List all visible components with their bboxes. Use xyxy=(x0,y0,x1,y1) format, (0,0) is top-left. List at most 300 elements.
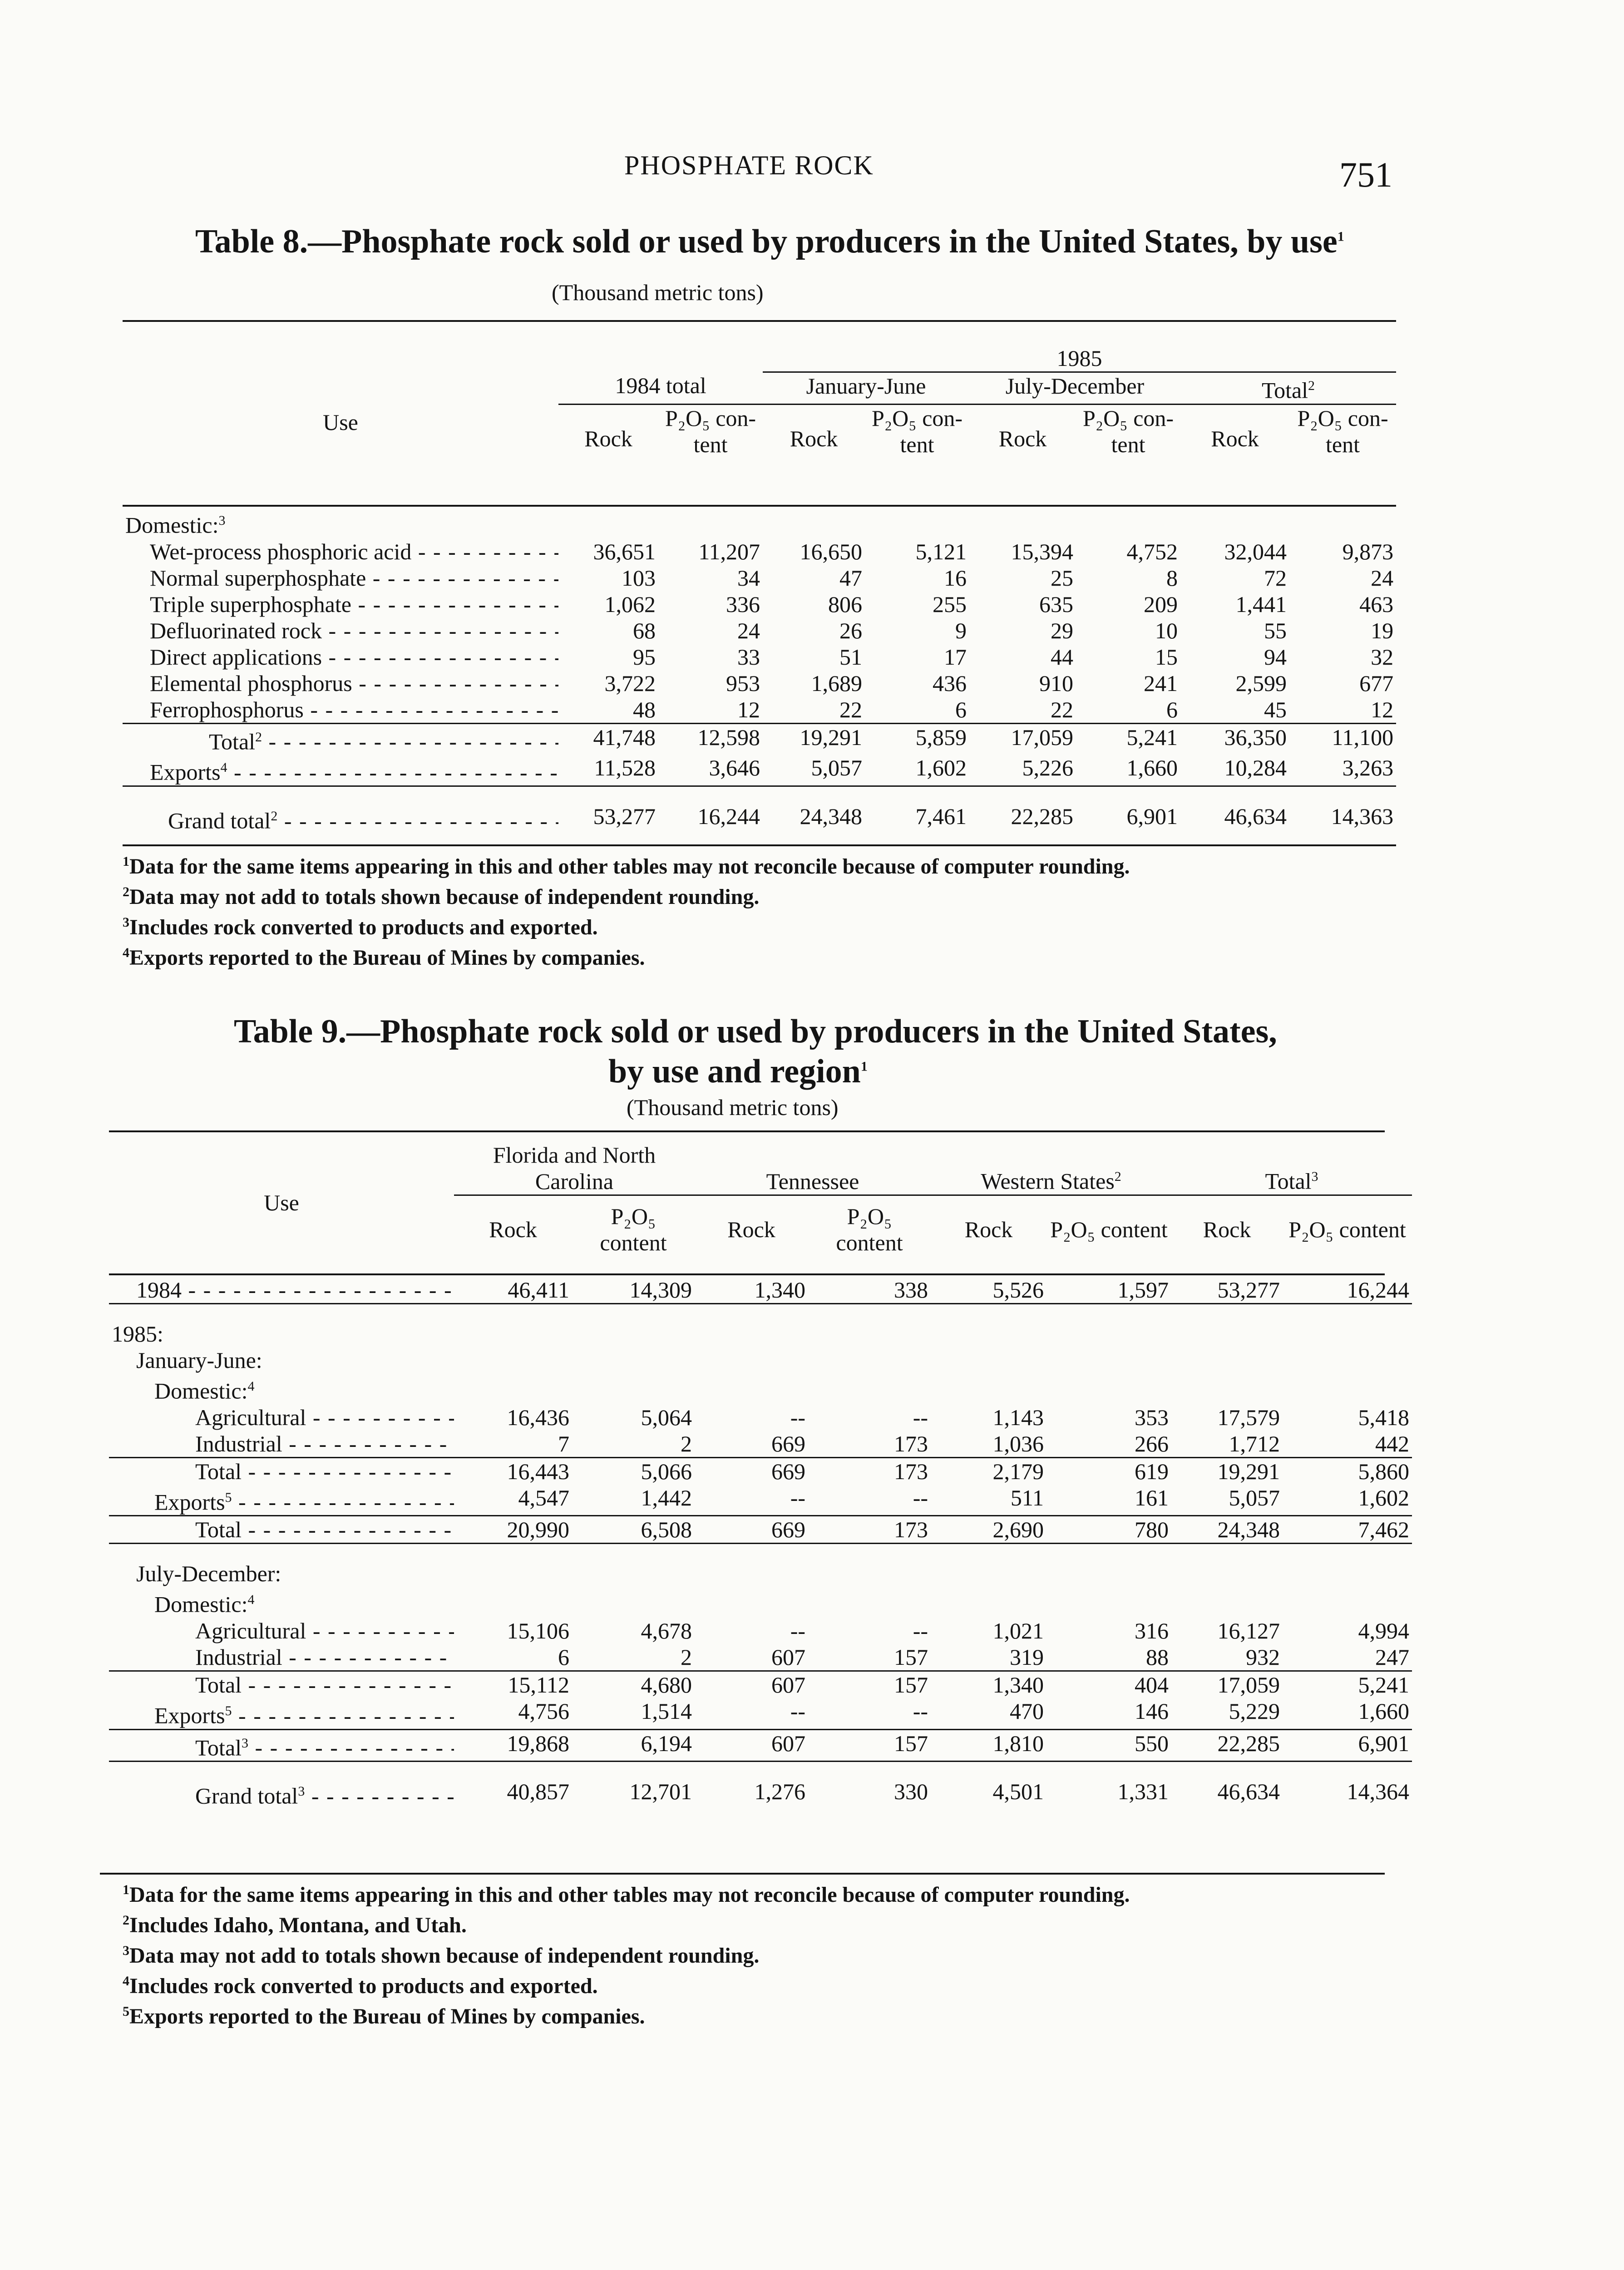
table9-grand-total-row xyxy=(109,1778,1412,1809)
row-label-text: Total xyxy=(195,1458,242,1484)
table9-western-header-text: Western States xyxy=(981,1169,1115,1194)
cell-value: 338 xyxy=(808,1277,931,1304)
cell-value: 14,309 xyxy=(572,1277,695,1304)
cell-value: 47 xyxy=(839,565,862,591)
table8-exports-row xyxy=(123,755,1396,786)
row-label-sup: 2 xyxy=(271,808,278,824)
cell-value: 24,348 xyxy=(1171,1516,1283,1544)
table9-title-line2-text: by use and region xyxy=(608,1053,861,1090)
cell-value: 1,442 xyxy=(572,1485,695,1516)
cell-value: -- xyxy=(808,1698,931,1729)
cell-value: 1,810 xyxy=(931,1729,1046,1762)
cell-value: 2,179 xyxy=(992,1458,1044,1484)
footnote-text: Exports reported to the Bureau of Mines by companies. xyxy=(129,2004,645,2028)
table9-title-line2 xyxy=(608,1052,868,1091)
table9-use-header: Use xyxy=(264,1189,299,1215)
table9-p2o5-header: P₂O₅ content xyxy=(1288,1217,1406,1243)
row-label xyxy=(123,696,558,724)
table9-domestic-label-row xyxy=(109,1587,1412,1618)
row-label xyxy=(109,1644,454,1671)
footnote-text: Includes Idaho, Montana, and Utah. xyxy=(129,1913,467,1937)
cell-value: 6 xyxy=(865,696,969,724)
cell-value: 607 xyxy=(695,1729,808,1762)
row-label xyxy=(109,1277,454,1304)
cell-value: 209 xyxy=(1144,591,1178,617)
table8-rock-header: Rock xyxy=(790,425,838,451)
row-label xyxy=(109,1778,454,1809)
row-label xyxy=(123,565,558,591)
table8-header-rule xyxy=(123,505,1396,507)
cell-value: 5,057 xyxy=(763,755,865,786)
row-label-text: 1984 xyxy=(136,1277,182,1303)
footnote-text: Data for the same items appearing in this and other tables may not reconcile because of computer rounding. xyxy=(129,1883,1130,1907)
table-row xyxy=(123,670,1396,696)
spacer xyxy=(123,786,1396,803)
row-label xyxy=(109,1457,454,1485)
cell-value: 5,064 xyxy=(641,1404,692,1430)
table-row xyxy=(123,565,1396,591)
cell-value: -- xyxy=(913,1404,928,1430)
cell-value: 1,276 xyxy=(754,1779,805,1805)
table9-header-rule xyxy=(109,1273,1385,1275)
cell-value: 53,277 xyxy=(593,803,656,829)
cell-value: 17 xyxy=(944,644,967,670)
row-label-sup: 3 xyxy=(242,1735,249,1751)
spacer xyxy=(109,1304,1412,1321)
cell-value: 15,112 xyxy=(508,1672,569,1698)
table-row xyxy=(109,1431,1412,1458)
cell-value: 20,990 xyxy=(454,1516,572,1544)
cell-value: 11,528 xyxy=(558,755,658,786)
cell-value: 619 xyxy=(1135,1458,1169,1484)
footnote-mark: 1 xyxy=(123,854,129,869)
table9-juldec-label: July-December: xyxy=(136,1561,281,1587)
row-label-text: Total xyxy=(195,1672,242,1698)
table9-1985-label: 1985: xyxy=(112,1321,163,1347)
cell-value: 36,350 xyxy=(1224,724,1287,750)
cell-value: 3,722 xyxy=(604,670,656,696)
table9-footnotes xyxy=(123,1877,1130,2029)
cell-value: 6 xyxy=(1076,696,1180,724)
footnote xyxy=(123,910,1130,940)
table-row xyxy=(109,1457,1412,1485)
footnote xyxy=(123,1999,1130,2029)
cell-value: 16,127 xyxy=(1217,1618,1280,1643)
table9-rock-header: Rock xyxy=(727,1217,775,1243)
cell-value: 336 xyxy=(726,591,760,617)
row-label xyxy=(123,755,558,786)
table9-western-header-sup: 2 xyxy=(1114,1169,1121,1184)
cell-value: 319 xyxy=(931,1644,1046,1671)
cell-value: 5,526 xyxy=(931,1277,1046,1304)
cell-value: 1,660 xyxy=(1283,1698,1412,1729)
cell-value: 5,066 xyxy=(641,1458,692,1484)
cell-value: 1,602 xyxy=(865,755,969,786)
footnote-text: Includes rock converted to products and exported. xyxy=(129,1974,598,1998)
table9-body xyxy=(109,1277,1412,1809)
cell-value: 16,244 xyxy=(697,803,760,829)
row-label-text: Total xyxy=(195,1735,242,1761)
cell-value: -- xyxy=(808,1485,931,1516)
row-label xyxy=(109,1516,454,1544)
cell-value: 6,901 xyxy=(1126,803,1178,829)
cell-value: 12,598 xyxy=(697,724,760,750)
cell-value: 157 xyxy=(808,1644,931,1671)
table9-total-header-sup: 3 xyxy=(1311,1169,1318,1184)
table8-domestic-text: Domestic: xyxy=(125,512,219,538)
row-label-text: Direct applications xyxy=(150,644,322,670)
table9-florida-header: Florida and North Carolina xyxy=(454,1142,695,1195)
cell-value: 103 xyxy=(622,565,656,591)
cell-value: 4,752 xyxy=(1126,538,1178,564)
table9-1984-row xyxy=(109,1277,1412,1304)
table-row xyxy=(109,1404,1412,1431)
table-row xyxy=(123,617,1396,644)
footnote-text: Data for the same items appearing in this and other tables may not reconcile because of computer rounding. xyxy=(129,854,1130,878)
footnote-text: Data may not add to totals shown because of independent rounding. xyxy=(129,885,760,909)
cell-value: 17,579 xyxy=(1217,1404,1280,1430)
cell-value: 1,602 xyxy=(1283,1485,1412,1516)
table8-domestic-sup: 3 xyxy=(218,513,226,528)
table8-footnotes xyxy=(123,849,1130,971)
cell-value: -- xyxy=(695,1698,808,1729)
cell-value: 45 xyxy=(1180,696,1289,724)
cell-value: 12 xyxy=(658,696,763,724)
row-label xyxy=(123,617,558,644)
table9-title-line1: Table 9.—Phosphate rock sold or used by producers in the United States, xyxy=(234,1013,1277,1050)
footnote-mark: 4 xyxy=(123,945,129,960)
footnote-mark: 2 xyxy=(123,1913,129,1928)
table8-use-header: Use xyxy=(323,409,358,435)
table8-body xyxy=(123,508,1396,834)
cell-value: 9 xyxy=(955,617,967,643)
table8-total-row xyxy=(123,723,1396,755)
table8-total-header-sup: 2 xyxy=(1308,378,1315,393)
cell-value: 34 xyxy=(737,565,760,591)
cell-value: 29 xyxy=(1051,617,1073,643)
table8-rock-header: Rock xyxy=(998,425,1047,451)
row-label-text: Industrial xyxy=(195,1644,282,1670)
row-label-text: Normal superphosphate xyxy=(150,565,366,591)
table9-1985-label-row xyxy=(109,1321,1412,1347)
row-label xyxy=(123,723,558,755)
cell-value: 6,508 xyxy=(572,1516,695,1544)
row-label-text: Exports xyxy=(154,1489,225,1515)
footnote xyxy=(123,849,1130,879)
cell-value: 3,263 xyxy=(1289,755,1396,786)
footnote-mark: 5 xyxy=(123,2004,129,2019)
cell-value: 2 xyxy=(572,1431,695,1458)
table8-p2o5-header: P₂O₅ con- tent xyxy=(1082,405,1174,457)
cell-value: 255 xyxy=(933,591,967,617)
footnote xyxy=(123,1969,1130,1999)
row-label xyxy=(109,1618,454,1644)
cell-value: 3,646 xyxy=(658,755,763,786)
row-label xyxy=(109,1729,454,1762)
cell-value: 16,650 xyxy=(800,538,862,564)
table9-total-header xyxy=(1171,1142,1412,1195)
cell-value: 51 xyxy=(839,644,862,670)
table9-rock-header: Rock xyxy=(489,1217,537,1243)
cell-value: 44 xyxy=(1051,644,1073,670)
table8-grand-total-row xyxy=(123,803,1396,834)
table8-p2o5-header: P₂O₅ con- tent xyxy=(1297,405,1388,457)
table-row xyxy=(109,1485,1412,1516)
row-label xyxy=(109,1404,454,1431)
cell-value: 11,100 xyxy=(1332,724,1394,750)
footnote-text: Exports reported to the Bureau of Mines by companies. xyxy=(129,946,645,970)
cell-value: 635 xyxy=(1039,591,1073,617)
cell-value: 19 xyxy=(1371,617,1394,643)
cell-value: 7,462 xyxy=(1283,1516,1412,1544)
cell-value: 330 xyxy=(894,1779,928,1805)
row-label xyxy=(109,1698,454,1729)
table8-p2o5-header: P₂O₅ con- tent xyxy=(665,405,756,457)
cell-value: 1,062 xyxy=(604,591,656,617)
row-label-text: Triple superphosphate xyxy=(150,591,351,617)
cell-value: 953 xyxy=(726,670,760,696)
table9-domestic-label-row xyxy=(109,1373,1412,1404)
cell-value: 88 xyxy=(1046,1644,1171,1671)
cell-value: 470 xyxy=(931,1698,1046,1729)
table-row xyxy=(109,1644,1412,1671)
row-label-text: Grand total xyxy=(195,1783,298,1809)
table9-domestic-text: Domestic: xyxy=(154,1378,248,1404)
table9-domestic-sup: 4 xyxy=(247,1379,255,1394)
row-label xyxy=(109,1485,454,1516)
cell-value: 24,348 xyxy=(800,803,862,829)
cell-value: 10,284 xyxy=(1180,755,1289,786)
cell-value: 22 xyxy=(763,696,865,724)
table8-units: (Thousand metric tons) xyxy=(552,280,764,305)
footnote-mark: 4 xyxy=(123,1974,129,1989)
row-label xyxy=(123,670,558,696)
footnote-mark: 3 xyxy=(123,915,129,930)
cell-value: 1,514 xyxy=(572,1698,695,1729)
cell-value: 5,859 xyxy=(915,724,967,750)
table9-western-header xyxy=(931,1142,1171,1195)
cell-value: 910 xyxy=(1039,670,1073,696)
cell-value: 1,597 xyxy=(1046,1277,1171,1304)
cell-value: 68 xyxy=(633,617,656,643)
table-row xyxy=(109,1516,1412,1544)
table8-top-rule xyxy=(123,320,1396,322)
footnote-mark: 3 xyxy=(123,1943,129,1958)
cell-value: 1,441 xyxy=(1235,591,1287,617)
table9-domestic-sup: 4 xyxy=(247,1592,255,1608)
cell-value: 266 xyxy=(1046,1431,1171,1458)
cell-value: 353 xyxy=(1135,1404,1169,1430)
cell-value: 161 xyxy=(1046,1485,1171,1516)
cell-value: 32 xyxy=(1371,644,1394,670)
row-label-text: Exports xyxy=(150,759,221,785)
cell-value: 14,364 xyxy=(1347,1779,1409,1805)
cell-value: 40,857 xyxy=(507,1779,569,1805)
cell-value: 1,689 xyxy=(811,670,862,696)
table9-total-header-text: Total xyxy=(1265,1169,1312,1194)
row-label-text: Agricultural xyxy=(195,1618,306,1643)
table8-janjun-header: January-June xyxy=(763,372,969,405)
cell-value: 2,690 xyxy=(931,1516,1046,1544)
cell-value: 146 xyxy=(1046,1698,1171,1729)
cell-value: 53,277 xyxy=(1171,1277,1283,1304)
cell-value: 932 xyxy=(1171,1644,1283,1671)
cell-value: 4,680 xyxy=(641,1672,692,1698)
cell-value: 15,394 xyxy=(1011,538,1073,564)
cell-value: 15 xyxy=(1155,644,1178,670)
table8-header xyxy=(123,345,1396,472)
cell-value: 157 xyxy=(808,1729,931,1762)
cell-value: 436 xyxy=(933,670,967,696)
page-number: 751 xyxy=(1339,155,1392,194)
row-label-sup: 4 xyxy=(220,760,227,775)
row-label-text: Defluorinated rock xyxy=(150,617,322,643)
row-label-text: Elemental phosphorus xyxy=(150,670,352,696)
footnote xyxy=(123,1877,1130,1908)
table8-total-header xyxy=(1180,372,1396,405)
cell-value: -- xyxy=(790,1618,805,1643)
footnote xyxy=(123,940,1130,971)
table8-title-text: Table 8.—Phosphate rock sold or used by producers in the United States, by use xyxy=(195,223,1338,260)
cell-value: 10 xyxy=(1155,617,1178,643)
footnote-mark: 2 xyxy=(123,884,129,899)
cell-value: 19,291 xyxy=(800,724,862,750)
cell-value: -- xyxy=(913,1618,928,1643)
row-label-sup: 5 xyxy=(225,1703,232,1718)
cell-value: 22,285 xyxy=(1011,803,1073,829)
cell-value: 4,756 xyxy=(454,1698,572,1729)
spacer xyxy=(109,1544,1412,1561)
cell-value: 5,241 xyxy=(1126,724,1178,750)
footnote-text: Includes rock converted to products and exported. xyxy=(129,915,598,939)
table9-rock-header: Rock xyxy=(964,1217,1013,1243)
table-row xyxy=(123,591,1396,617)
table8-juldec-header: July-December xyxy=(969,372,1180,405)
cell-value: 1,036 xyxy=(931,1431,1046,1458)
cell-value: 550 xyxy=(1046,1729,1171,1762)
cell-value: 12 xyxy=(1289,696,1396,724)
cell-value: 14,363 xyxy=(1331,803,1394,829)
table8-domestic-label xyxy=(123,508,1396,538)
cell-value: 7 xyxy=(454,1431,572,1458)
cell-value: 1,143 xyxy=(992,1404,1044,1430)
cell-value: 241 xyxy=(1144,670,1178,696)
footnote-text: Data may not add to totals shown because of independent rounding. xyxy=(129,1944,760,1968)
footnote xyxy=(123,879,1130,910)
cell-value: 677 xyxy=(1359,670,1394,696)
row-label xyxy=(109,1671,454,1698)
cell-value: 607 xyxy=(695,1644,808,1671)
cell-value: 1,712 xyxy=(1171,1431,1283,1458)
table9-p2o5-header: P₂O₅ content xyxy=(1050,1217,1168,1243)
table-row xyxy=(109,1698,1412,1729)
cell-value: -- xyxy=(695,1485,808,1516)
running-head: PHOSPHATE ROCK xyxy=(624,150,874,180)
cell-value: 5,860 xyxy=(1358,1458,1409,1484)
cell-value: 5,241 xyxy=(1358,1672,1409,1698)
cell-value: 19,868 xyxy=(454,1729,572,1762)
table8-total-header-text: Total xyxy=(1262,377,1308,403)
cell-value: 6,194 xyxy=(572,1729,695,1762)
cell-value: 5,121 xyxy=(915,538,967,564)
row-label-sup: 2 xyxy=(255,729,262,745)
cell-value: 11,207 xyxy=(698,538,760,564)
cell-value: 4,994 xyxy=(1358,1618,1409,1643)
cell-value: 16,244 xyxy=(1283,1277,1412,1304)
cell-value: 4,678 xyxy=(641,1618,692,1643)
row-label-text: Industrial xyxy=(195,1431,282,1456)
cell-value: 6 xyxy=(454,1644,572,1671)
cell-value: 780 xyxy=(1046,1516,1171,1544)
cell-value: 17,059 xyxy=(1011,724,1073,750)
cell-value: 4,501 xyxy=(992,1779,1044,1805)
table8-rock-header: Rock xyxy=(1211,425,1259,451)
row-label xyxy=(123,591,558,617)
table8-domestic-row xyxy=(123,508,1396,538)
cell-value: 26 xyxy=(839,617,862,643)
footnote xyxy=(123,1938,1130,1969)
row-label xyxy=(123,644,558,670)
cell-value: 1,340 xyxy=(992,1672,1044,1698)
cell-value: 7,461 xyxy=(915,803,967,829)
table-row xyxy=(123,696,1396,724)
table-row xyxy=(123,644,1396,670)
cell-value: 1,340 xyxy=(695,1277,808,1304)
table9-top-rule xyxy=(109,1130,1385,1132)
row-label-sup: 3 xyxy=(298,1784,305,1799)
cell-value: 4,547 xyxy=(454,1485,572,1516)
cell-value: 1,660 xyxy=(1076,755,1180,786)
cell-value: 46,634 xyxy=(1224,803,1287,829)
table9-tennessee-header: Tennessee xyxy=(695,1142,931,1195)
cell-value: 48 xyxy=(558,696,658,724)
cell-value: 17,059 xyxy=(1217,1672,1280,1698)
cell-value: 247 xyxy=(1283,1644,1412,1671)
cell-value: 36,651 xyxy=(593,538,656,564)
table8-year1985: 1985 xyxy=(763,345,1396,372)
cell-value: 33 xyxy=(737,644,760,670)
cell-value: 511 xyxy=(931,1485,1046,1516)
cell-value: 157 xyxy=(894,1672,928,1698)
cell-value: 12,701 xyxy=(629,1779,692,1805)
cell-value: 9,873 xyxy=(1342,538,1394,564)
cell-value: 25 xyxy=(1051,565,1073,591)
cell-value: 24 xyxy=(737,617,760,643)
row-label-text: Exports xyxy=(154,1702,225,1728)
cell-value: 22 xyxy=(969,696,1076,724)
cell-value: 463 xyxy=(1359,591,1394,617)
cell-value: 16,443 xyxy=(507,1458,569,1484)
row-label-text: Total xyxy=(209,729,256,755)
row-label-text: Agricultural xyxy=(195,1404,306,1430)
cell-value: 669 xyxy=(771,1458,805,1484)
cell-value: 32,044 xyxy=(1224,538,1287,564)
cell-value: 316 xyxy=(1135,1618,1169,1643)
cell-value: 5,057 xyxy=(1171,1485,1283,1516)
cell-value: 669 xyxy=(695,1431,808,1458)
table9-janjun-label-row xyxy=(109,1347,1412,1373)
row-label xyxy=(123,538,558,565)
table9-domestic-text: Domestic: xyxy=(154,1591,248,1617)
row-label xyxy=(123,803,558,834)
cell-value: 22,285 xyxy=(1171,1729,1283,1762)
table8-p2o5-header: P₂O₅ con- tent xyxy=(871,405,963,457)
table9-header xyxy=(109,1142,1412,1263)
cell-value: 46,634 xyxy=(1217,1779,1280,1805)
cell-value: 669 xyxy=(695,1516,808,1544)
table9-bottom-rule xyxy=(100,1873,1385,1875)
cell-value: 1,331 xyxy=(1117,1779,1169,1805)
